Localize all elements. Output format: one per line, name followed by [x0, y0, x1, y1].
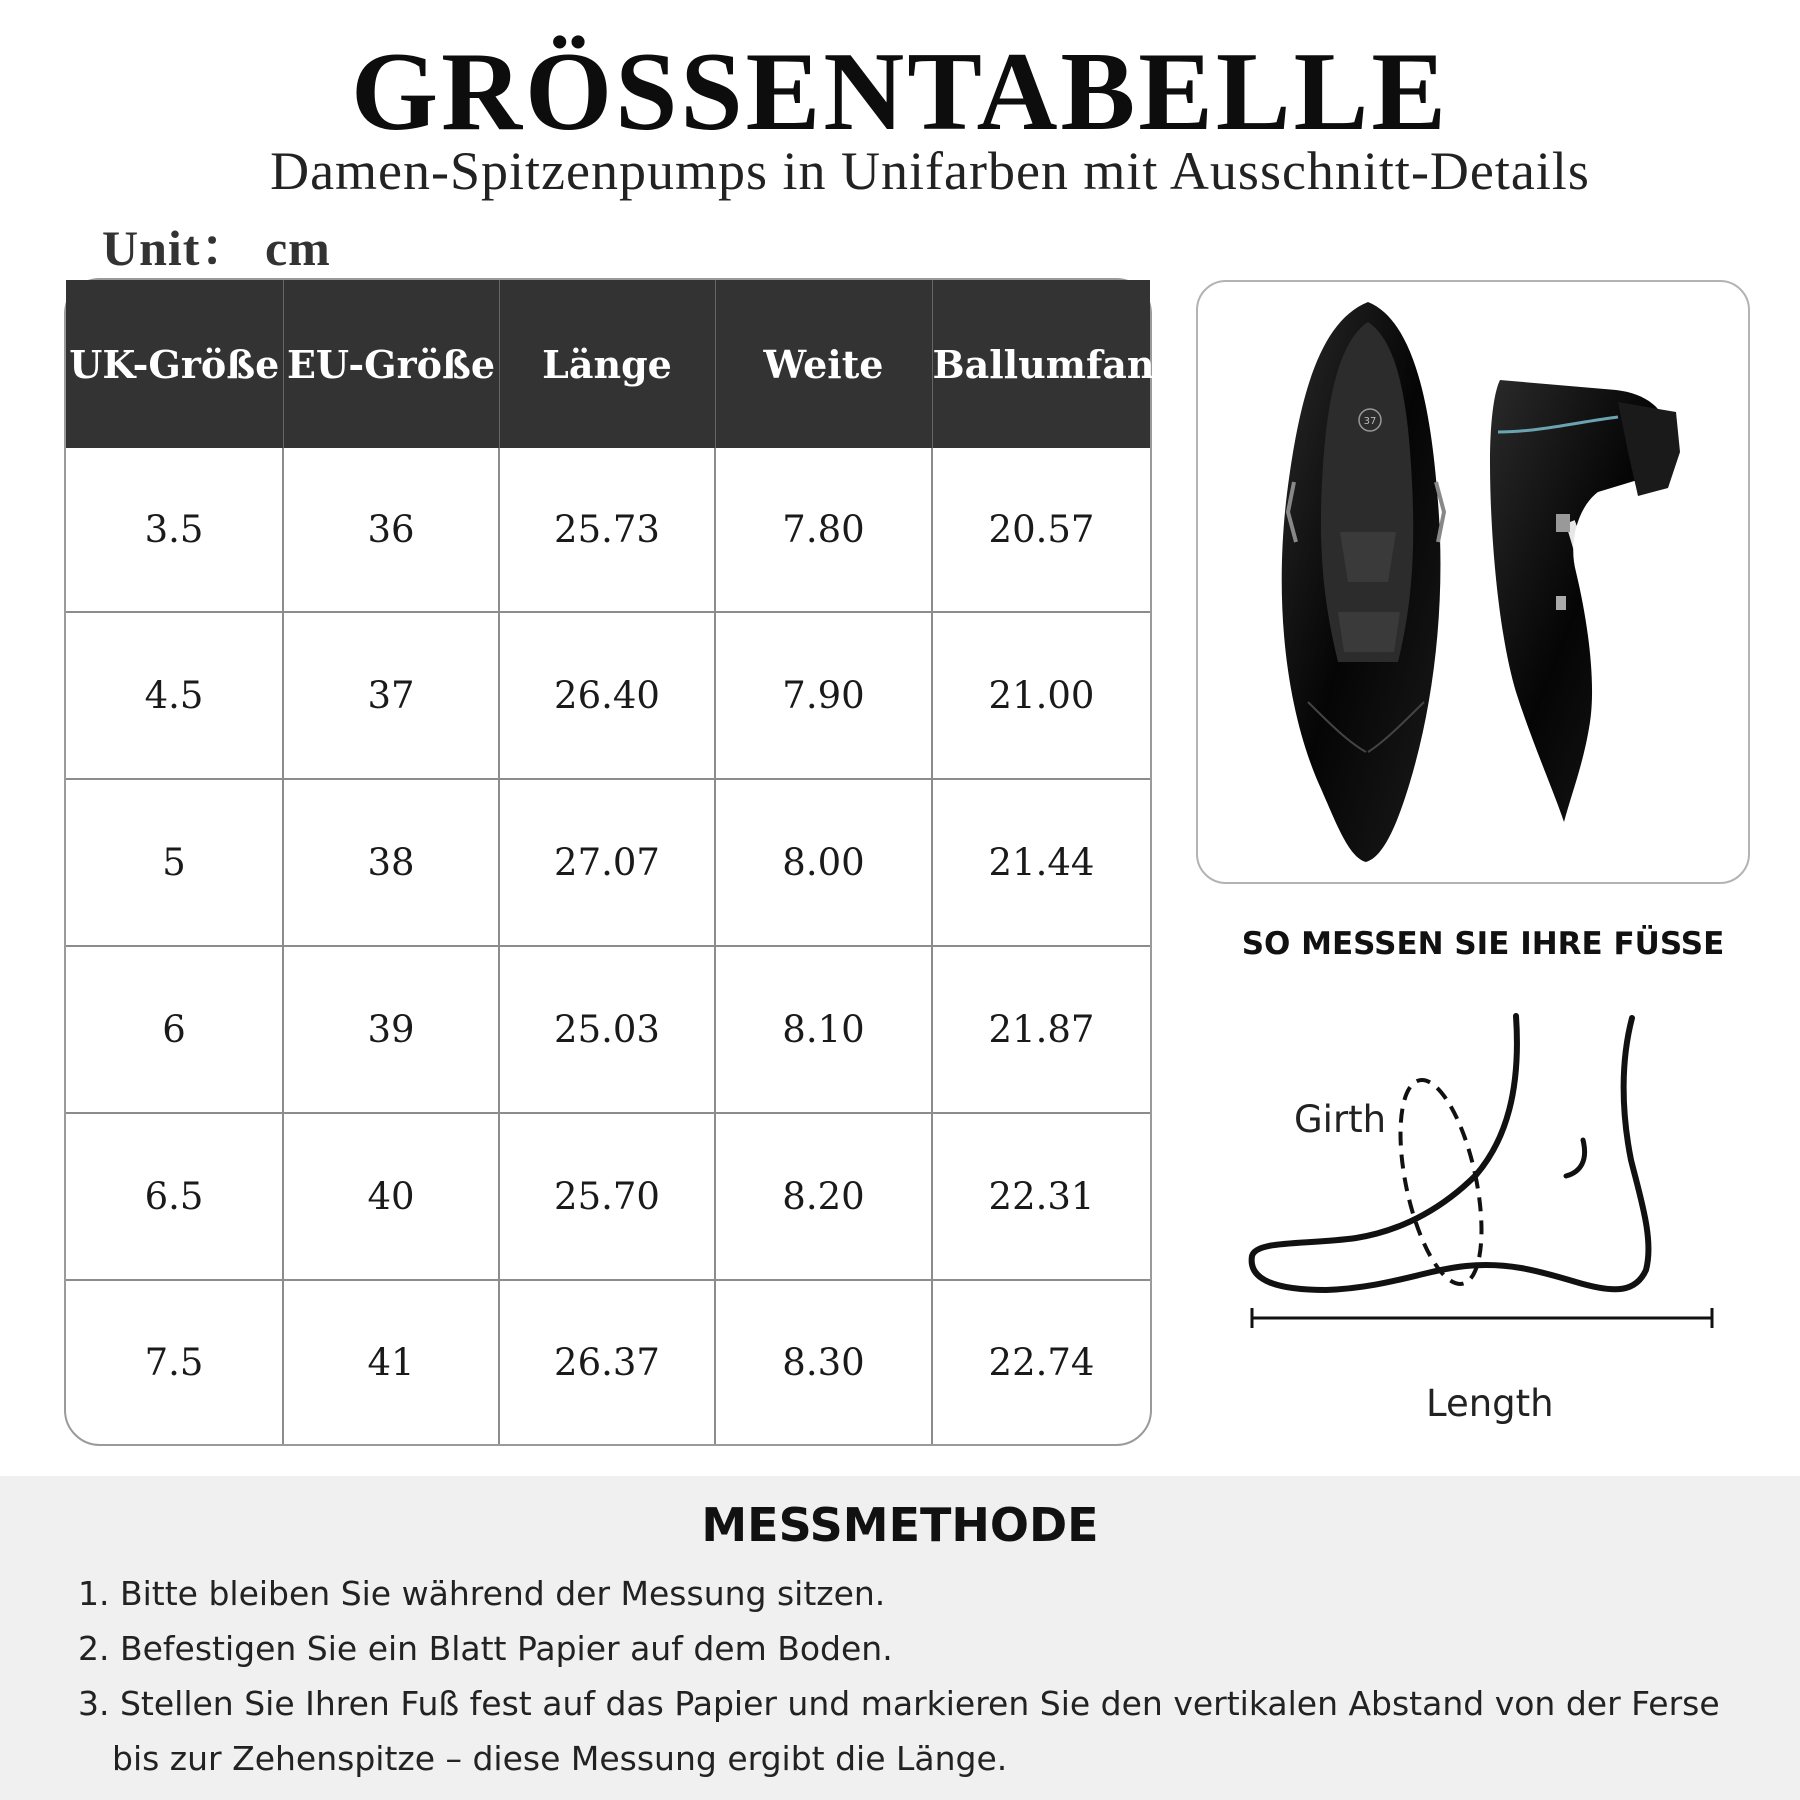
- table-cell: 8.00: [715, 779, 932, 946]
- method-step: 1. Bitte bleiben Sie während der Messung sitzen.: [78, 1574, 886, 1613]
- method-step: 2. Befestigen Sie ein Blatt Papier auf dem Boden.: [78, 1629, 893, 1668]
- table-row: [66, 448, 1150, 612]
- table-cell: 20.57: [988, 507, 1095, 551]
- length-label: Length: [1426, 1382, 1554, 1425]
- length-measure-line: [1252, 1308, 1712, 1328]
- table-cell: 40: [283, 1113, 499, 1280]
- header-ball-girth: Ballumfang: [932, 280, 1150, 448]
- table-row: [66, 779, 1150, 946]
- header-eu-size: EU-Größe: [283, 280, 499, 448]
- table-cell: 22.31: [932, 1113, 1150, 1280]
- shoe-side-view: [1490, 380, 1680, 822]
- page-title: GRÖSSENTABELLE: [350, 30, 1450, 154]
- product-image-card: [1196, 280, 1750, 884]
- size-table-container: [64, 278, 1182, 1446]
- ankle-mark: [1566, 1140, 1585, 1176]
- girth-label: Girth: [1294, 1098, 1387, 1141]
- measure-feet-title: SO MESSEN SIE IHRE FÜSSE: [1241, 926, 1725, 962]
- table-cell: 21.44: [932, 779, 1150, 946]
- table-row: [66, 612, 1150, 779]
- table-cell: 7.5: [66, 1280, 283, 1444]
- table-cell: 21.00: [932, 612, 1150, 779]
- table-cell: 41: [283, 1280, 499, 1444]
- header-uk-size: UK-Größe: [66, 280, 283, 448]
- table-cell: 4.5: [66, 612, 283, 779]
- table-row: [66, 1113, 1150, 1280]
- table-cell: 25.70: [499, 1113, 715, 1280]
- table-cell: 36: [283, 448, 499, 612]
- table-row: [66, 946, 1150, 1113]
- table-header-row: [66, 280, 1150, 448]
- table-cell: 8.10: [715, 946, 932, 1113]
- foot-measurement-diagram: [1236, 1000, 1736, 1440]
- table-cell: 6: [66, 946, 283, 1113]
- unit-label: Unit： cm: [102, 220, 331, 276]
- table-cell: 7.80: [715, 448, 932, 612]
- girth-dashed-ellipse: [1385, 1073, 1497, 1291]
- table-cell: 6.5: [66, 1113, 283, 1280]
- table-cell: 22.74: [932, 1280, 1150, 1444]
- size-table: [66, 280, 1182, 1444]
- table-cell: 8.20: [715, 1113, 932, 1280]
- method-title: MESSMETHODE: [701, 1498, 1099, 1552]
- table-cell: 26.40: [499, 612, 715, 779]
- foot-outline: [1252, 1016, 1649, 1290]
- table-row: [66, 1280, 1150, 1444]
- table-cell: 5: [66, 779, 283, 946]
- method-steps-list: [78, 1566, 1758, 1786]
- table-cell: 37: [283, 612, 499, 779]
- table-cell: 25.03: [499, 946, 715, 1113]
- insole-size-label: 37: [1363, 416, 1377, 427]
- table-cell: 21.87: [932, 946, 1150, 1113]
- header-length: Länge: [499, 280, 715, 448]
- method-step: 3. Stellen Sie Ihren Fuß fest auf das Papier und markieren Sie den vertikalen Abstand von der Ferse bis zur Zehenspitze – diese Messung ergibt die Länge.: [78, 1684, 1720, 1778]
- measuring-method-section: [0, 1476, 1800, 1800]
- shoe-photo-illustration: [1198, 282, 1752, 886]
- header-width: Weite: [715, 280, 932, 448]
- table-cell: 7.90: [715, 612, 932, 779]
- shoe-top-view: [1282, 302, 1444, 862]
- table-cell: 8.30: [715, 1280, 932, 1444]
- table-cell: 3.5: [66, 448, 283, 612]
- table-cell: 39: [283, 946, 499, 1113]
- table-cell: 25.73: [499, 448, 715, 612]
- table-cell: 38: [283, 779, 499, 946]
- page-subtitle: Damen-Spitzenpumps in Unifarben mit Ausschnitt-Details: [270, 141, 1590, 201]
- table-cell: 27.07: [499, 779, 715, 946]
- table-cell: 26.37: [499, 1280, 715, 1444]
